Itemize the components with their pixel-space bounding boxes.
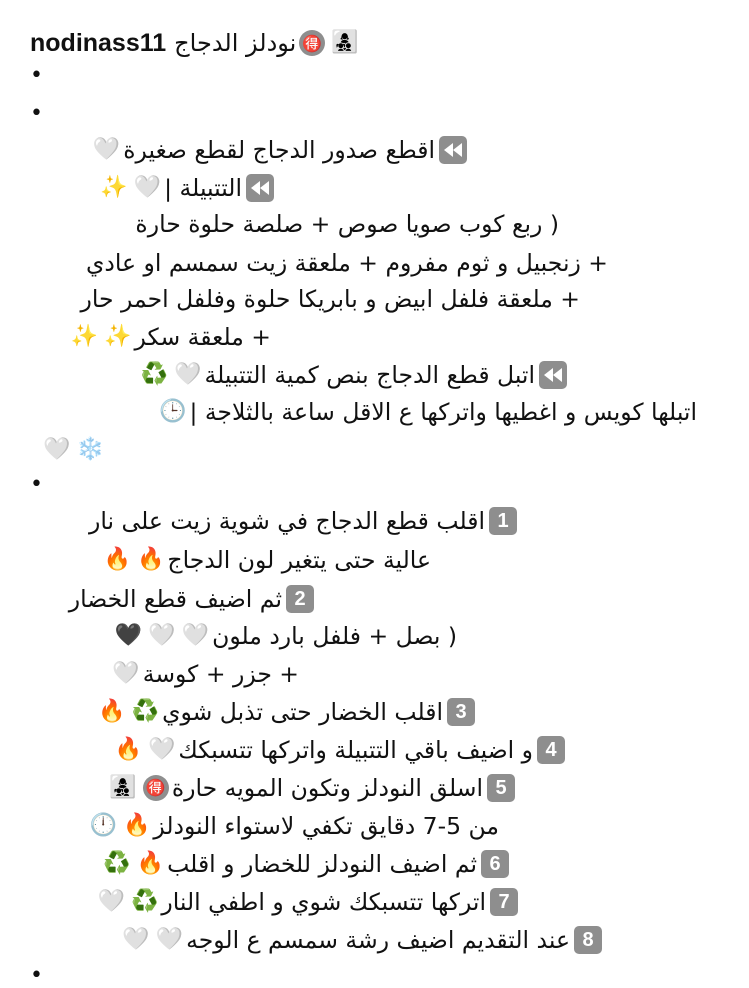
white-heart-icon: 🤍 <box>155 927 184 952</box>
recipe-step-line <box>95 883 522 921</box>
recycle-icon: ♻️ <box>140 362 169 387</box>
number-5-icon: 5 <box>487 774 515 802</box>
white-heart-icon: 🤍 <box>181 623 210 648</box>
recipe-step-line <box>87 807 499 845</box>
sparkles-icon: ✨ <box>104 324 132 349</box>
fire-icon: 🔥 <box>137 547 165 572</box>
rewind-icon <box>439 136 467 164</box>
sparkles-icon: ✨ <box>70 324 99 349</box>
recipe-step-line <box>89 502 521 540</box>
recipe-step-line <box>156 393 697 431</box>
step-text: اتبل قطع الدجاج بنص كمية التتبيلة <box>204 361 535 389</box>
recipe-step-line <box>135 205 559 243</box>
rewind-icon <box>246 174 274 202</box>
white-heart-icon: 🤍 <box>122 927 150 952</box>
step-text: اسلق النودلز وتكون المويه حارة <box>171 774 483 802</box>
recipe-step-line <box>106 769 519 807</box>
white-heart-icon: 🤍 <box>43 437 71 462</box>
step-text: ثم اضيف قطع الخضار <box>68 585 282 613</box>
sparkles-icon: ✨ <box>100 175 128 200</box>
rewind-icon <box>539 361 567 389</box>
step-text: عالية حتى يتغير لون الدجاج <box>167 546 431 574</box>
white-heart-icon: 🤍 <box>97 889 125 914</box>
number-8-icon: 8 <box>574 926 602 954</box>
recipe-step-line <box>112 731 569 769</box>
number-4-icon: 4 <box>537 736 565 764</box>
recipe-step-line <box>81 280 580 318</box>
recipe-step-line <box>90 131 471 169</box>
number-6-icon: 6 <box>481 850 509 878</box>
white-heart-icon: 🤍 <box>92 137 121 162</box>
fire-icon: 🔥 <box>114 737 142 762</box>
step-text: التتبيلة | <box>164 174 242 202</box>
step-text: ( بصل + فلفل بارد ملون <box>212 622 457 650</box>
step-text: + جزر + كوسة <box>142 660 299 688</box>
recipe-step-line <box>101 541 431 579</box>
step-text: ثم اضيف النودلز للخضار و اقلب <box>167 850 477 878</box>
step-text: اقطع صدور الدجاج لقطع صغيرة <box>123 136 435 164</box>
recipe-step-line <box>69 580 318 618</box>
black-heart-icon: 🖤 <box>114 623 143 648</box>
recipe-step-line <box>86 244 608 282</box>
recipe-step-line <box>138 356 571 394</box>
recipe-step-line <box>97 169 278 207</box>
username-link[interactable]: nodinass11 <box>30 28 167 57</box>
fire-icon: 🔥 <box>98 699 126 724</box>
fire-icon: 🔥 <box>122 813 151 838</box>
recipe-step-line <box>119 921 606 959</box>
white-heart-icon: 🤍 <box>112 661 140 686</box>
recipe-step-line <box>100 845 513 883</box>
number-7-icon: 7 <box>490 888 518 916</box>
family-icon: 👩‍👧‍👦 <box>331 30 359 55</box>
recycle-icon: ♻️ <box>130 889 159 914</box>
step-text: اقلب قطع الدجاج في شوية زيت على نار <box>88 507 485 535</box>
recipe-step-line <box>68 318 271 356</box>
fire-icon: 🔥 <box>103 547 131 572</box>
snowflake-icon: ❄️ <box>76 437 104 462</box>
step-text: + ملعقة فلفل ابيض و بابريكا حلوة وفلفل احمر حار <box>80 285 580 313</box>
white-heart-icon: 🤍 <box>133 175 162 200</box>
family-icon: 👩‍👧‍👦 <box>109 775 137 800</box>
step-text: عند التقديم اضيف رشة سمسم ع الوجه <box>186 926 570 954</box>
step-text: + زنجبيل و ثوم مفروم + ملعقة زيت سمسم او عادي <box>86 249 608 277</box>
number-2-icon: 2 <box>286 585 314 613</box>
caption-header <box>30 24 362 62</box>
recipe-step-line <box>95 693 479 731</box>
recipe-step-line <box>40 431 107 469</box>
step-text: اتركها تتسبكك شوي و اطفي النار <box>161 888 486 916</box>
recipe-title: نودلز الدجاج <box>174 29 297 57</box>
white-heart-icon: 🤍 <box>174 362 202 387</box>
step-text: من 5-7 دقايق تكفي لاستواء النودلز <box>153 812 499 840</box>
bullet-separator: • <box>30 963 43 988</box>
recycle-icon: ♻️ <box>103 851 131 876</box>
bullet-separator: • <box>30 472 43 497</box>
clock-icon: 🕛 <box>89 813 117 838</box>
white-heart-icon: 🤍 <box>148 737 176 762</box>
deal-ideograph-icon: 🉐 <box>143 775 169 801</box>
fire-icon: 🔥 <box>136 851 165 876</box>
bullet-separator: • <box>30 101 43 126</box>
deal-ideograph-icon: 🉐 <box>299 30 325 56</box>
step-text: + ملعقة سكر <box>134 323 271 351</box>
number-1-icon: 1 <box>489 507 517 535</box>
step-text: و اضيف باقي التتبيلة واتركها تتسبكك <box>178 736 533 764</box>
white-heart-icon: 🤍 <box>148 623 176 648</box>
number-3-icon: 3 <box>447 698 475 726</box>
bullet-separator: • <box>30 63 43 88</box>
recipe-step-line <box>112 617 457 655</box>
recipe-step-line <box>109 655 299 693</box>
step-text: اتبلها كويس و اغطيها واتركها ع الاقل ساعة بالثلاجة | <box>189 398 697 426</box>
clock-icon: 🕒 <box>159 399 187 424</box>
step-text: ( ربع كوب صويا صوص + صلصة حلوة حارة <box>135 210 559 238</box>
step-text: اقلب الخضار حتى تذبل شوي <box>162 698 443 726</box>
recycle-icon: ♻️ <box>131 699 160 724</box>
